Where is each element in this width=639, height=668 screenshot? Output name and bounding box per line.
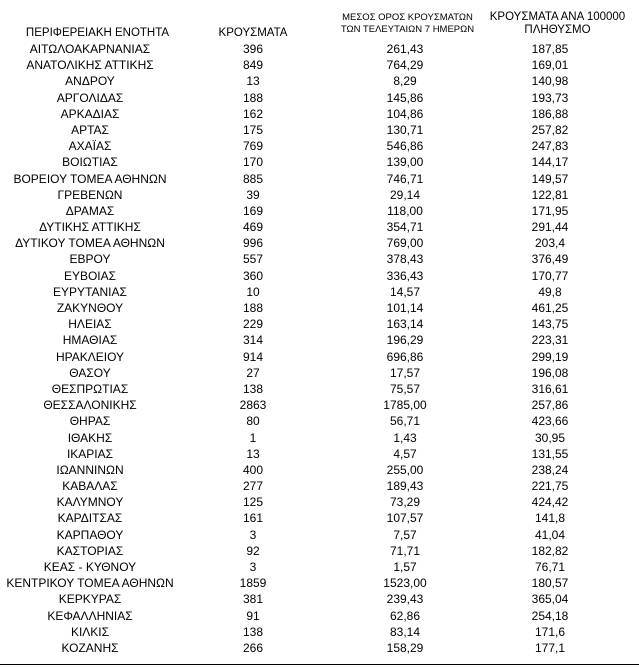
- cell-per100k: 131,55: [531, 446, 569, 461]
- cell-region: ΑΡΤΑΣ: [71, 122, 109, 137]
- cell-region: ΗΡΑΚΛΕΙΟΥ: [55, 349, 125, 364]
- cell-region: ΕΥΒΟΙΑΣ: [63, 268, 117, 283]
- cell-region: ΙΩΑΝΝΙΝΩΝ: [56, 462, 124, 477]
- table-row: [0, 510, 639, 526]
- table-row: [0, 268, 639, 284]
- table-row: [0, 624, 639, 640]
- cell-per100k: 299,19: [531, 349, 569, 364]
- header-per100k-line2: ΠΛΗΘΥΣΜΟ: [524, 24, 591, 36]
- table-row: [0, 430, 639, 446]
- cell-avg7: 4,57: [393, 446, 417, 461]
- table-row: [0, 640, 639, 656]
- cell-avg7: 14,57: [389, 284, 421, 299]
- cell-per100k: 122,81: [531, 187, 569, 202]
- cell-per100k: 291,44: [531, 220, 569, 235]
- cell-per100k: 186,88: [531, 106, 569, 121]
- cell-cases: 13: [246, 446, 260, 461]
- cell-cases: 162: [242, 106, 264, 121]
- cell-region: ΚΕΑΣ - ΚΥΘΝΟΥ: [43, 560, 137, 574]
- cell-region: ΕΒΡΟΥ: [69, 252, 111, 267]
- cell-avg7: 56,71: [389, 414, 421, 429]
- cell-region: ΚΑΡΠΑΘΟΥ: [56, 527, 124, 542]
- cell-cases: 125: [242, 495, 264, 510]
- table-row: [0, 73, 639, 89]
- cell-cases: 188: [242, 301, 264, 315]
- header-avg7-line1: ΜΕΣΟΣ ΟΡΟΣ ΚΡΟΥΣΜΑΤΩΝ: [342, 12, 473, 23]
- cell-per100k: 169,01: [531, 58, 569, 73]
- cell-avg7: 7,57: [393, 527, 417, 542]
- cell-per100k: 41,04: [534, 527, 566, 542]
- cell-avg7: 239,43: [386, 592, 424, 607]
- cell-cases: 229: [242, 317, 264, 332]
- table-row: [0, 413, 639, 429]
- table-row: [0, 494, 639, 510]
- cell-per100k: 177,1: [534, 640, 566, 655]
- cell-cases: 2863: [239, 398, 267, 413]
- table-row: [0, 187, 639, 203]
- cell-cases: 469: [242, 220, 264, 235]
- cell-avg7: 1523,00: [383, 576, 427, 591]
- cell-per100k: 49,8: [538, 284, 562, 299]
- cell-region: ΘΑΣΟΥ: [69, 365, 111, 380]
- cell-per100k: 376,49: [531, 252, 569, 267]
- cell-cases: 277: [242, 479, 264, 494]
- cell-cases: 996: [242, 236, 264, 251]
- table-row: [0, 559, 639, 575]
- cell-per100k: 141,8: [534, 511, 566, 526]
- table-row: [0, 543, 639, 559]
- cell-cases: 169: [242, 203, 264, 218]
- cell-per100k: 196,08: [531, 365, 569, 380]
- cell-avg7: 1,57: [393, 560, 417, 574]
- cell-avg7: 158,29: [386, 640, 424, 655]
- cell-per100k: 171,6: [534, 624, 566, 639]
- table-row: [0, 171, 639, 187]
- cell-avg7: 196,29: [386, 333, 424, 348]
- cell-cases: 3: [249, 527, 257, 542]
- cell-avg7: 75,57: [389, 381, 421, 396]
- cell-region: ΚΑΛΥΜΝΟΥ: [56, 495, 124, 510]
- cell-avg7: 769,00: [386, 236, 424, 251]
- cell-per100k: 187,85: [531, 42, 569, 56]
- cell-per100k: 193,73: [531, 90, 569, 105]
- cell-region: ΔΥΤΙΚΗΣ ΑΤΤΙΚΗΣ: [39, 220, 141, 235]
- cell-region: ΖΑΚΥΝΘΟΥ: [56, 301, 124, 315]
- cell-region: ΘΕΣΣΑΛΟΝΙΚΗΣ: [43, 398, 137, 413]
- cell-cases: 1: [249, 430, 257, 445]
- cell-cases: 80: [246, 414, 260, 429]
- cell-cases: 10: [246, 284, 260, 299]
- cell-avg7: 17,57: [389, 365, 421, 380]
- cell-avg7: 29,14: [389, 187, 421, 202]
- cell-cases: 39: [246, 187, 260, 202]
- cell-cases: 91: [246, 608, 260, 623]
- table-row: [0, 300, 639, 316]
- cell-cases: 885: [242, 171, 264, 186]
- cell-region: ΑΝΑΤΟΛΙΚΗΣ ΑΤΤΙΚΗΣ: [26, 58, 154, 73]
- table-row: [0, 365, 639, 381]
- table-body: [0, 41, 639, 656]
- table-row: [0, 41, 639, 57]
- header-avg7: [325, 12, 490, 36]
- header-per100k: [480, 11, 635, 37]
- cell-cases: 138: [242, 624, 264, 639]
- cell-cases: 400: [242, 462, 264, 477]
- table-row: [0, 138, 639, 154]
- cell-avg7: 189,43: [386, 479, 424, 494]
- table-row: [0, 122, 639, 138]
- cell-region: ΑΡΚΑΔΙΑΣ: [60, 106, 120, 121]
- cell-avg7: 145,86: [386, 90, 424, 105]
- cell-per100k: 180,57: [531, 576, 569, 591]
- table-row: [0, 478, 639, 494]
- cell-cases: 13: [246, 74, 260, 89]
- cell-cases: 188: [242, 90, 264, 105]
- cell-region: ΕΥΡΥΤΑΝΙΑΣ: [53, 284, 127, 299]
- cell-region: ΒΟΙΩΤΙΑΣ: [62, 155, 118, 170]
- table-row: [0, 235, 639, 251]
- cell-avg7: 62,86: [389, 608, 421, 623]
- cell-region: ΙΚΑΡΙΑΣ: [66, 446, 114, 461]
- table-row: [0, 527, 639, 543]
- cell-cases: 557: [242, 252, 264, 267]
- cell-cases: 138: [242, 381, 264, 396]
- cell-avg7: 83,14: [389, 624, 421, 639]
- cell-per100k: 182,82: [531, 543, 569, 558]
- table-row: [0, 446, 639, 462]
- table-row: [0, 591, 639, 607]
- cell-cases: 161: [242, 511, 264, 526]
- cell-per100k: 254,18: [531, 608, 569, 623]
- table-row: [0, 349, 639, 365]
- cell-region: ΔΡΑΜΑΣ: [65, 203, 115, 218]
- cell-cases: 92: [246, 543, 260, 558]
- cell-cases: 170: [242, 155, 264, 170]
- table-row: [0, 575, 639, 591]
- cell-per100k: 171,95: [531, 203, 569, 218]
- table-row: [0, 397, 639, 413]
- cell-per100k: 257,86: [531, 398, 569, 413]
- cell-region: ΒΟΡΕΙΟΥ ΤΟΜΕΑ ΑΘΗΝΩΝ: [13, 171, 167, 186]
- cell-per100k: 170,77: [531, 268, 569, 283]
- cell-region: ΑΡΓΟΛΙΔΑΣ: [56, 90, 124, 105]
- cell-cases: 849: [242, 58, 264, 73]
- cell-region: ΑΧΑΪΑΣ: [68, 139, 112, 154]
- cell-region: ΑΝΔΡΟΥ: [65, 74, 115, 89]
- cell-avg7: 378,43: [386, 252, 424, 267]
- cell-per100k: 143,75: [531, 317, 569, 332]
- cell-avg7: 255,00: [386, 462, 424, 477]
- cell-region: ΘΗΡΑΣ: [69, 414, 111, 429]
- cell-avg7: 8,29: [393, 74, 417, 89]
- cell-cases: 266: [242, 640, 264, 655]
- table-row: [0, 608, 639, 624]
- cell-avg7: 336,43: [386, 268, 424, 283]
- cell-per100k: 144,17: [531, 155, 569, 170]
- cell-region: ΚΑΣΤΟΡΙΑΣ: [56, 543, 124, 558]
- cell-cases: 381: [242, 592, 264, 607]
- cell-region: ΚΙΛΚΙΣ: [70, 624, 110, 639]
- cell-per100k: 247,83: [531, 139, 569, 154]
- table-row: [0, 154, 639, 170]
- cell-avg7: 163,14: [386, 317, 424, 332]
- cell-avg7: 1,43: [393, 430, 417, 445]
- table-row: [0, 284, 639, 300]
- cell-avg7: 261,43: [386, 42, 424, 56]
- cell-per100k: 423,66: [531, 414, 569, 429]
- table-row: [0, 381, 639, 397]
- cell-cases: 175: [242, 122, 264, 137]
- cell-cases: 314: [242, 333, 264, 348]
- cell-avg7: 354,71: [386, 220, 424, 235]
- bottom-rule: [0, 664, 639, 665]
- header-region: ΠΕΡΙΦΕΡΕΙΑΚΗ ΕΝΟΤΗΤΑ: [25, 27, 170, 39]
- cell-region: ΘΕΣΠΡΩΤΙΑΣ: [51, 381, 129, 396]
- table-row: [0, 251, 639, 267]
- cell-avg7: 696,86: [386, 349, 424, 364]
- cell-region: ΑΙΤΩΛΟΑΚΑΡΝΑΝΙΑΣ: [29, 42, 151, 56]
- cell-cases: 360: [242, 268, 264, 283]
- header-cases: ΚΡΟΥΣΜΑΤΑ: [218, 27, 288, 39]
- cell-avg7: 118,00: [387, 203, 423, 218]
- table-row: [0, 106, 639, 122]
- cell-region: ΓΡΕΒΕΝΩΝ: [57, 187, 123, 202]
- cell-region: ΗΜΑΘΙΑΣ: [62, 333, 118, 348]
- cell-region: ΙΘΑΚΗΣ: [67, 430, 113, 445]
- cell-per100k: 223,31: [531, 333, 569, 348]
- header-per100k-line1: ΚΡΟΥΣΜΑΤΑ ΑΝΑ 100000: [489, 11, 626, 23]
- cell-per100k: 238,24: [531, 462, 569, 477]
- cell-region: ΚΟΖΑΝΗΣ: [61, 640, 119, 655]
- cell-region: ΚΑΡΔΙΤΣΑΣ: [57, 511, 123, 526]
- cell-per100k: 30,95: [534, 430, 566, 445]
- cell-cases: 769: [242, 139, 264, 154]
- table-row: [0, 316, 639, 332]
- cell-avg7: 104,86: [386, 106, 424, 121]
- cell-per100k: 203,4: [534, 236, 566, 251]
- table-row: [0, 219, 639, 235]
- table-row: [0, 57, 639, 73]
- table-row: [0, 203, 639, 219]
- cell-avg7: 71,71: [389, 543, 421, 558]
- cell-per100k: 257,82: [531, 122, 569, 137]
- cell-per100k: 461,25: [531, 301, 569, 315]
- cell-region: ΗΛΕΙΑΣ: [68, 317, 112, 332]
- cell-per100k: 76,71: [534, 560, 566, 574]
- cell-per100k: 424,42: [531, 495, 569, 510]
- cell-per100k: 316,61: [531, 381, 569, 396]
- cell-avg7: 746,71: [386, 171, 424, 186]
- cell-avg7: 107,57: [386, 511, 424, 526]
- cell-avg7: 101,14: [386, 301, 424, 315]
- cell-region: ΚΕΝΤΡΙΚΟΥ ΤΟΜΕΑ ΑΘΗΝΩΝ: [6, 576, 174, 591]
- cell-cases: 3: [249, 560, 257, 574]
- cell-cases: 27: [246, 365, 260, 380]
- cell-per100k: 149,57: [531, 171, 569, 186]
- cell-avg7: 1785,00: [383, 398, 427, 413]
- cell-avg7: 139,00: [386, 155, 424, 170]
- table-row: [0, 90, 639, 106]
- cell-per100k: 140,98: [531, 74, 569, 89]
- cell-region: ΚΕΡΚΥΡΑΣ: [58, 592, 122, 607]
- cell-per100k: 365,04: [531, 592, 569, 607]
- cell-cases: 1859: [239, 576, 267, 591]
- cell-avg7: 73,29: [389, 495, 421, 510]
- cell-avg7: 130,71: [386, 122, 424, 137]
- cell-region: ΚΑΒΑΛΑΣ: [62, 479, 118, 494]
- header-avg7-line2: ΤΩΝ ΤΕΛΕΥΤΑΙΩΝ 7 ΗΜΕΡΩΝ: [340, 24, 475, 35]
- cell-avg7: 546,86: [386, 139, 424, 154]
- cell-region: ΔΥΤΙΚΟΥ ΤΟΜΕΑ ΑΘΗΝΩΝ: [15, 236, 165, 251]
- cell-region: ΚΕΦΑΛΛΗΝΙΑΣ: [47, 608, 133, 623]
- cell-avg7: 764,29: [386, 58, 424, 73]
- cell-cases: 396: [242, 42, 264, 56]
- table-header: [0, 0, 639, 40]
- table-row: [0, 332, 639, 348]
- table-row: [0, 462, 639, 478]
- cell-per100k: 221,75: [531, 479, 569, 494]
- cell-cases: 914: [242, 349, 264, 364]
